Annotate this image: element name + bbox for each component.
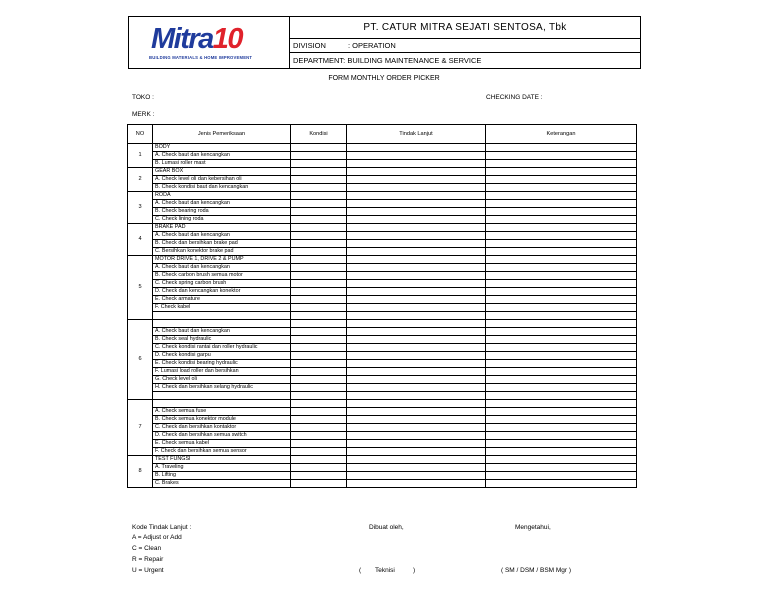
tindak-lanjut-cell[interactable] (347, 352, 486, 360)
tindak-lanjut-cell[interactable] (347, 320, 486, 328)
table-row (128, 184, 637, 192)
code-clean: C = Clean (132, 545, 162, 552)
check-item-cell: B. Check bearing roda (153, 208, 291, 216)
row-number-cell: 1 (128, 144, 153, 168)
check-item-cell: GEAR BOX (153, 168, 291, 176)
keterangan-cell[interactable] (486, 456, 637, 464)
keterangan-cell[interactable] (486, 216, 637, 224)
tindak-lanjut-cell[interactable] (347, 192, 486, 200)
check-item-cell (153, 320, 291, 328)
check-item-cell (153, 312, 291, 320)
check-item-cell: E. Check armature (153, 296, 291, 304)
division-label: DIVISION (293, 41, 326, 50)
tindak-lanjut-header: Tindak Lanjut (347, 125, 486, 144)
check-item-cell: D. Check dan kencangkan konektor (153, 288, 291, 296)
check-item-cell: D. Check kondisi garpu (153, 352, 291, 360)
check-item-cell (153, 392, 291, 400)
mengetahui-label: Mengetahui, (515, 524, 551, 531)
code-urgent: U = Urgent (132, 567, 164, 574)
keterangan-cell[interactable] (486, 184, 637, 192)
keterangan-cell[interactable] (486, 336, 637, 344)
keterangan-cell[interactable] (486, 408, 637, 416)
tindak-lanjut-cell[interactable] (347, 184, 486, 192)
table-row (128, 360, 637, 368)
check-item-cell: G. Check level oli (153, 376, 291, 384)
company-name: PT. CATUR MITRA SEJATI SENTOSA, Tbk (290, 17, 640, 39)
kondisi-cell[interactable] (291, 392, 347, 400)
check-item-cell: C. Brakes (153, 480, 291, 488)
tindak-lanjut-cell[interactable] (347, 400, 486, 408)
keterangan-cell[interactable] (486, 296, 637, 304)
keterangan-cell[interactable] (486, 480, 637, 488)
logo-wordmark: Mitra10 (151, 23, 243, 55)
check-item-cell: TEST FUNGSI (153, 456, 291, 464)
kondisi-cell[interactable] (291, 344, 347, 352)
keterangan-cell[interactable] (486, 440, 637, 448)
division-row (290, 39, 640, 53)
keterangan-cell[interactable] (486, 208, 637, 216)
kondisi-cell[interactable] (291, 456, 347, 464)
kondisi-cell[interactable] (291, 288, 347, 296)
table-row (128, 152, 637, 160)
check-item-cell: B. Check kondisi baut dan kencangkan (153, 184, 291, 192)
keterangan-cell[interactable] (486, 288, 637, 296)
keterangan-cell[interactable] (486, 240, 637, 248)
kondisi-cell[interactable] (291, 472, 347, 480)
kondisi-cell[interactable] (291, 248, 347, 256)
table-row (128, 160, 637, 168)
keterangan-cell[interactable] (486, 312, 637, 320)
kondisi-cell[interactable] (291, 208, 347, 216)
check-item-cell: A. Check baut dan kencangkan (153, 200, 291, 208)
table-row (128, 312, 637, 320)
kondisi-cell[interactable] (291, 416, 347, 424)
tindak-lanjut-cell[interactable] (347, 344, 486, 352)
kondisi-cell[interactable] (291, 368, 347, 376)
teknisi-label: Teknisi (375, 567, 395, 574)
tindak-lanjut-cell[interactable] (347, 472, 486, 480)
check-item-cell: A. Check baut dan kencangkan (153, 152, 291, 160)
table-row (128, 224, 637, 232)
table-row (128, 456, 637, 464)
check-item-cell: MOTOR DRIVE 1, DRIVE 2 & PUMP (153, 256, 291, 264)
kondisi-cell[interactable] (291, 320, 347, 328)
table-row (128, 264, 637, 272)
keterangan-cell[interactable] (486, 280, 637, 288)
keterangan-cell[interactable] (486, 224, 637, 232)
logo-tagline: BUILDING MATERIALS & HOME IMPROVEMENT (149, 55, 253, 60)
kondisi-cell[interactable] (291, 168, 347, 176)
check-item-cell: BODY (153, 144, 291, 152)
kondisi-cell[interactable] (291, 360, 347, 368)
table-row (128, 448, 637, 456)
check-item-cell: B. Lifting (153, 472, 291, 480)
kondisi-cell[interactable] (291, 400, 347, 408)
tindak-lanjut-cell[interactable] (347, 216, 486, 224)
table-row (128, 368, 637, 376)
table-row (128, 288, 637, 296)
kondisi-cell[interactable] (291, 304, 347, 312)
check-item-cell: C. Check lining roda (153, 216, 291, 224)
kondisi-cell[interactable] (291, 408, 347, 416)
kondisi-header: Kondisi (291, 125, 347, 144)
table-row (128, 384, 637, 392)
keterangan-header: Keterangan (486, 125, 637, 144)
kondisi-cell[interactable] (291, 176, 347, 184)
check-item-cell: E. Check semua kabel (153, 440, 291, 448)
table-row (128, 280, 637, 288)
tindak-lanjut-cell[interactable] (347, 256, 486, 264)
table-row (128, 424, 637, 432)
keterangan-cell[interactable] (486, 256, 637, 264)
table-row (128, 248, 637, 256)
keterangan-cell[interactable] (486, 432, 637, 440)
tindak-lanjut-cell[interactable] (347, 480, 486, 488)
keterangan-cell[interactable] (486, 424, 637, 432)
kondisi-cell[interactable] (291, 448, 347, 456)
check-item-cell: A. Check semua fuse (153, 408, 291, 416)
company-logo (129, 17, 290, 68)
check-item-cell: F. Check dan bersihkan semua sensor (153, 448, 291, 456)
keterangan-cell[interactable] (486, 352, 637, 360)
table-row (128, 328, 637, 336)
check-item-cell: H. Check dan bersihkan selang hydraulic (153, 384, 291, 392)
teknisi-open-paren: ( (359, 567, 362, 574)
kondisi-cell[interactable] (291, 152, 347, 160)
keterangan-cell[interactable] (486, 168, 637, 176)
table-row (128, 216, 637, 224)
code-adjust: A = Adjust or Add (132, 534, 182, 541)
check-item-cell: A. Traveling (153, 464, 291, 472)
tindak-lanjut-cell[interactable] (347, 392, 486, 400)
checking-date-label: CHECKING DATE : (486, 94, 543, 101)
check-item-cell: C. Check dan bersihkan kontaktor (153, 424, 291, 432)
check-item-cell: C. Bersihkan konektor brake pad (153, 248, 291, 256)
row-number-cell: 8 (128, 456, 153, 488)
kode-tindak-lanjut-title: Kode Tindak Lanjut : (132, 524, 192, 531)
keterangan-cell[interactable] (486, 472, 637, 480)
inspection-table (127, 124, 637, 488)
tindak-lanjut-cell[interactable] (347, 176, 486, 184)
kondisi-cell[interactable] (291, 336, 347, 344)
manager-signature-label: ( SM / DSM / BSM Mgr ) (501, 567, 572, 574)
keterangan-cell[interactable] (486, 232, 637, 240)
jenis-pemeriksaan-header: Jenis Pemeriksaan (153, 125, 291, 144)
check-item-cell: A. Check baut dan kencangkan (153, 264, 291, 272)
kondisi-cell[interactable] (291, 272, 347, 280)
keterangan-cell[interactable] (486, 272, 637, 280)
table-header-row (128, 125, 637, 144)
tindak-lanjut-cell[interactable] (347, 456, 486, 464)
kondisi-cell[interactable] (291, 232, 347, 240)
table-row (128, 240, 637, 248)
row-number-cell: 5 (128, 256, 153, 320)
tindak-lanjut-cell[interactable] (347, 152, 486, 160)
keterangan-cell[interactable] (486, 392, 637, 400)
tindak-lanjut-cell[interactable] (347, 328, 486, 336)
keterangan-cell[interactable] (486, 152, 637, 160)
kondisi-cell[interactable] (291, 200, 347, 208)
tindak-lanjut-cell[interactable] (347, 424, 486, 432)
check-item-cell: F. Check kabel (153, 304, 291, 312)
tindak-lanjut-cell[interactable] (347, 448, 486, 456)
kondisi-cell[interactable] (291, 424, 347, 432)
department-row: DEPARTMENT: BUILDING MAINTENANCE & SERVICE (293, 56, 482, 65)
check-item-cell: E. Check kondisi bearing hydraulic (153, 360, 291, 368)
table-row (128, 464, 637, 472)
kondisi-cell[interactable] (291, 192, 347, 200)
tindak-lanjut-cell[interactable] (347, 368, 486, 376)
table-row (128, 480, 637, 488)
tindak-lanjut-cell[interactable] (347, 440, 486, 448)
toko-label: TOKO : (132, 94, 154, 101)
kondisi-cell[interactable] (291, 464, 347, 472)
keterangan-cell[interactable] (486, 464, 637, 472)
keterangan-cell[interactable] (486, 328, 637, 336)
tindak-lanjut-cell[interactable] (347, 200, 486, 208)
check-item-cell: B. Lumasi roller mast (153, 160, 291, 168)
keterangan-cell[interactable] (486, 248, 637, 256)
table-row (128, 272, 637, 280)
tindak-lanjut-cell[interactable] (347, 464, 486, 472)
check-item-cell: A. Check level oli dan kebersihan oli (153, 176, 291, 184)
row-number-cell: 2 (128, 168, 153, 192)
check-item-cell: BRAKE PAD (153, 224, 291, 232)
table-row (128, 232, 637, 240)
row-number-cell: 7 (128, 400, 153, 456)
table-row (128, 432, 637, 440)
keterangan-cell[interactable] (486, 264, 637, 272)
tindak-lanjut-cell[interactable] (347, 280, 486, 288)
table-row (128, 192, 637, 200)
tindak-lanjut-cell[interactable] (347, 232, 486, 240)
check-item-cell: B. Check seal hydraulic (153, 336, 291, 344)
merk-label: MERK : (132, 111, 155, 118)
kondisi-cell[interactable] (291, 240, 347, 248)
kondisi-cell[interactable] (291, 432, 347, 440)
tindak-lanjut-cell[interactable] (347, 144, 486, 152)
keterangan-cell[interactable] (486, 160, 637, 168)
division-value: : OPERATION (348, 41, 396, 50)
table-row (128, 320, 637, 328)
keterangan-cell[interactable] (486, 192, 637, 200)
row-number-cell: 4 (128, 224, 153, 256)
keterangan-cell[interactable] (486, 176, 637, 184)
kondisi-cell[interactable] (291, 352, 347, 360)
check-item-cell: C. Check spring carbon brush (153, 280, 291, 288)
kondisi-cell[interactable] (291, 144, 347, 152)
table-row (128, 200, 637, 208)
keterangan-cell[interactable] (486, 376, 637, 384)
tindak-lanjut-cell[interactable] (347, 224, 486, 232)
kondisi-cell[interactable] (291, 160, 347, 168)
table-row (128, 256, 637, 264)
row-number-cell: 6 (128, 320, 153, 400)
kondisi-cell[interactable] (291, 312, 347, 320)
check-item-cell: C. Check kondisi rantai dan roller hydraulic (153, 344, 291, 352)
dibuat-oleh-label: Dibuat oleh, (369, 524, 404, 531)
tindak-lanjut-cell[interactable] (347, 160, 486, 168)
keterangan-cell[interactable] (486, 448, 637, 456)
kondisi-cell[interactable] (291, 224, 347, 232)
code-repair: R = Repair (132, 556, 164, 563)
form-title: FORM MONTHLY ORDER PICKER (328, 75, 440, 82)
check-item-cell: D. Check dan bersihkan semua switch (153, 432, 291, 440)
check-item-cell: RODA (153, 192, 291, 200)
keterangan-cell[interactable] (486, 360, 637, 368)
tindak-lanjut-cell[interactable] (347, 336, 486, 344)
kondisi-cell[interactable] (291, 264, 347, 272)
keterangan-cell[interactable] (486, 344, 637, 352)
tindak-lanjut-cell[interactable] (347, 272, 486, 280)
tindak-lanjut-cell[interactable] (347, 208, 486, 216)
table-row (128, 376, 637, 384)
table-row (128, 472, 637, 480)
check-item-cell: F. Lumasi load roller dan bersihkan (153, 368, 291, 376)
kondisi-cell[interactable] (291, 328, 347, 336)
check-item-cell: B. Check semua konektor module (153, 416, 291, 424)
tindak-lanjut-cell[interactable] (347, 168, 486, 176)
tindak-lanjut-cell[interactable] (347, 376, 486, 384)
tindak-lanjut-cell[interactable] (347, 432, 486, 440)
table-row (128, 296, 637, 304)
kondisi-cell[interactable] (291, 216, 347, 224)
tindak-lanjut-cell[interactable] (347, 312, 486, 320)
table-row (128, 392, 637, 400)
keterangan-cell[interactable] (486, 416, 637, 424)
table-row (128, 440, 637, 448)
keterangan-cell[interactable] (486, 384, 637, 392)
check-item-cell (153, 400, 291, 408)
table-row (128, 408, 637, 416)
tindak-lanjut-cell[interactable] (347, 384, 486, 392)
tindak-lanjut-cell[interactable] (347, 248, 486, 256)
kondisi-cell[interactable] (291, 440, 347, 448)
tindak-lanjut-cell[interactable] (347, 408, 486, 416)
table-row (128, 176, 637, 184)
kondisi-cell[interactable] (291, 280, 347, 288)
kondisi-cell[interactable] (291, 480, 347, 488)
check-item-cell: A. Check baut dan kencangkan (153, 232, 291, 240)
kondisi-cell[interactable] (291, 184, 347, 192)
keterangan-cell[interactable] (486, 320, 637, 328)
keterangan-cell[interactable] (486, 368, 637, 376)
table-row (128, 352, 637, 360)
table-row (128, 344, 637, 352)
kondisi-cell[interactable] (291, 376, 347, 384)
no-header: NO (128, 125, 153, 144)
tindak-lanjut-cell[interactable] (347, 288, 486, 296)
keterangan-cell[interactable] (486, 144, 637, 152)
table-row (128, 168, 637, 176)
tindak-lanjut-cell[interactable] (347, 296, 486, 304)
table-row (128, 208, 637, 216)
table-row (128, 416, 637, 424)
tindak-lanjut-cell[interactable] (347, 304, 486, 312)
tindak-lanjut-cell[interactable] (347, 360, 486, 368)
check-item-cell: B. Check carbon brush semua motor (153, 272, 291, 280)
keterangan-cell[interactable] (486, 400, 637, 408)
check-item-cell: B. Check dan bersihkan brake pad (153, 240, 291, 248)
tindak-lanjut-cell[interactable] (347, 416, 486, 424)
kondisi-cell[interactable] (291, 256, 347, 264)
kondisi-cell[interactable] (291, 384, 347, 392)
tindak-lanjut-cell[interactable] (347, 240, 486, 248)
row-number-cell: 3 (128, 192, 153, 224)
table-row (128, 336, 637, 344)
keterangan-cell[interactable] (486, 200, 637, 208)
table-row (128, 304, 637, 312)
tindak-lanjut-cell[interactable] (347, 264, 486, 272)
teknisi-close-paren: ) (413, 567, 416, 574)
form-header (128, 16, 641, 69)
table-row (128, 400, 637, 408)
kondisi-cell[interactable] (291, 296, 347, 304)
table-row (128, 144, 637, 152)
keterangan-cell[interactable] (486, 304, 637, 312)
check-item-cell: A. Check baut dan kencangkan (153, 328, 291, 336)
